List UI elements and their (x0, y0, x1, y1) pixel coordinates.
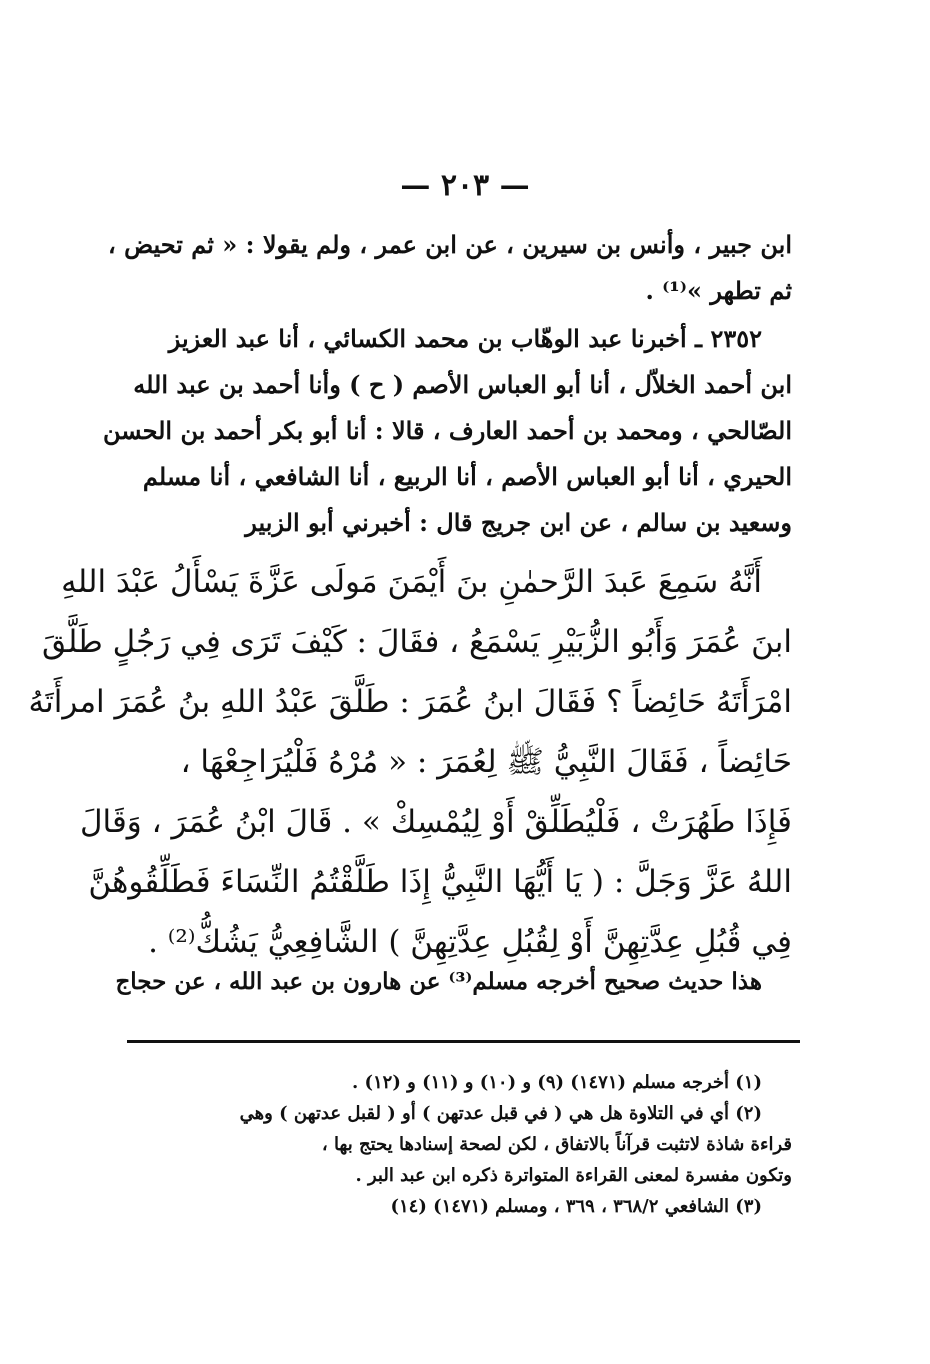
footnote-separator (127, 1040, 800, 1043)
hadith-line: أَنَّهُ سَمِعَ عَبدَ الرَّحمٰنِ بنَ أَيْمَنَ مَولَى عَزَّةَ يَسْأَلُ عَبْدَ اللهِ (61, 564, 762, 600)
hadith-line: فِي قُبُلِ عِدَّتِهِنَّ أَوْ لِقُبُلِ عِدَّتِهِنَّ ) الشَّافِعِيُّ يَشُكُّ⁽²⁾ . (148, 924, 792, 960)
page-number: — ٢٠٣ — (400, 168, 530, 203)
isnad-line: ابن أحمد الخلاّل ، أنا أبو العباس الأصم ( ح ) وأنا أحمد بن عبد الله (133, 370, 792, 399)
hadith-text (28, 552, 792, 972)
intro-line: ثم تطهر »⁽¹⁾ . (645, 276, 792, 305)
isnad-line: الصّالحي ، ومحمد بن أحمد العارف ، قالا : أنا أبو بكر أحمد بن الحسن (102, 416, 792, 445)
hadith-line: ابنَ عُمَرَ وَأَبُو الزُّبَيْرِ يَسْمَعُ ، فقَالَ : كَيْفَ تَرَى فِي رَجُلٍ طَلَّقَ (42, 624, 792, 660)
footnote-line: وتكون مفسرة لمعنى القراءة المتواترة ذكره ابن عبد البر . (355, 1165, 792, 1186)
isnad-line: وسعيد بن سالم ، عن ابن جريج قال : أخبرني أبو الزبير (245, 508, 792, 537)
intro-line: ابن جبير ، وأنس بن سيرين ، عن ابن عمر ، ولم يقولا : « ثم تحيض ، (108, 230, 792, 259)
takhrij-paragraph (115, 962, 792, 1002)
footnote-line: (٣) الشافعي ٣٦٨/٢ ، ٣٦٩ ، ومسلم (١٤٧١) (١٤) (390, 1196, 762, 1217)
hadith-line: فَإِذَا طَهُرَتْ ، فَلْيُطَلِّقْ أَوْ لِيُمْسِكْ » . قَالَ ابْنُ عُمَرَ ، وَقَالَ (80, 804, 792, 840)
hadith-line: اللهُ عَزَّ وَجَلَّ : ( يَا أَيُّهَا النَّبِيُّ إِذَا طَلَّقْتُمُ النِّسَاءَ فَطَلِّقُوهُنَّ (88, 864, 792, 900)
hadith-line: حَائِضاً ، فَقَالَ النَّبِيُّ ﷺ لِعُمَرَ : « مُرْهُ فَلْيُرَاجِعْهَا ، (180, 744, 792, 780)
hadith-line: امْرَأَتَهُ حَائِضاً ؟ فَقَالَ ابنُ عُمَرَ : طَلَّقَ عَبْدُ اللهِ بنُ عُمَرَ امرأَتَهُ (28, 684, 792, 720)
footnotes (132, 1067, 792, 1222)
footnote-line: (٢) أي في التلاوة هل هي ( في قبل عدتهن ) أو ( لقبل عدتهن ) وهي (239, 1103, 762, 1124)
isnad-paragraph (102, 316, 792, 546)
takhrij-line: هذا حديث صحيح أخرجه مسلم⁽³⁾ عن هارون بن عبد الله ، عن حجاج (115, 968, 762, 995)
footnote-line: قراءة شاذة لاتثبت قرآناً بالاتفاق ، لكن لصحة إسنادها يحتج بها ، (321, 1134, 792, 1155)
footnote-line: (١) أخرجه مسلم (١٤٧١) (٩) و (١٠) و (١١) و (١٢) . (351, 1072, 762, 1093)
intro-paragraph (108, 222, 792, 314)
isnad-line: ٢٣٥٢ ـ أخبرنا عبد الوهّاب بن محمد الكسائي ، أنا عبد العزيز (168, 324, 762, 353)
isnad-line: الحيري ، أنا أبو العباس الأصم ، أنا الربيع ، أنا الشافعي ، أنا مسلم (142, 462, 792, 491)
